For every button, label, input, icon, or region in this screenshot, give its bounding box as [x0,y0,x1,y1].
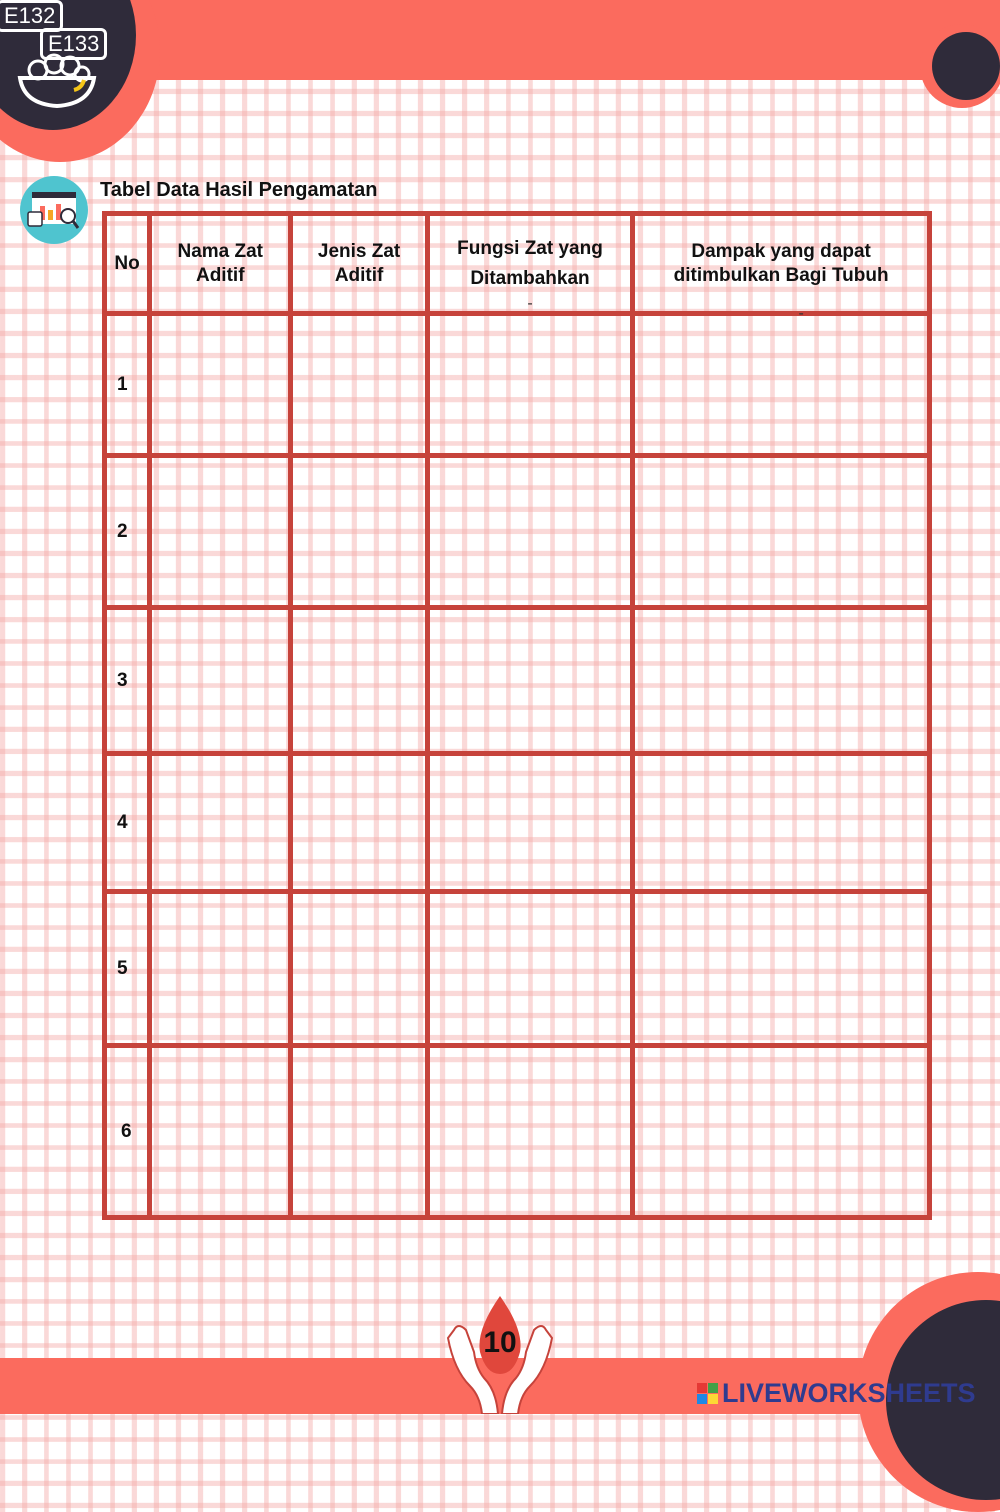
food-bowl-icon [16,50,98,112]
header-dampak: Dampak yang dapat ditimbulkan Bagi Tubuh [633,214,930,314]
table-cell[interactable] [291,1046,427,1218]
data-report-icon [20,176,88,244]
table-row [105,314,930,456]
table-cell[interactable] [427,754,632,892]
table-cell[interactable] [150,456,291,608]
table-cell[interactable] [291,314,427,456]
page-number-badge [440,1290,560,1414]
observation-table [102,211,932,1220]
row-number: 2 [105,456,150,608]
table-cell[interactable] [633,1046,930,1218]
table-row [105,456,930,608]
table-cell[interactable] [633,754,930,892]
table-cell[interactable] [427,1046,632,1218]
table-row [105,892,930,1046]
table-cell[interactable] [150,608,291,754]
ecode-label-2: E133 [40,28,107,60]
table-cell[interactable] [427,608,632,754]
table-cell[interactable] [150,314,291,456]
table-cell[interactable] [633,304,930,456]
row-number: 1 [105,314,150,456]
liveworksheets-logo-icon [697,1383,718,1404]
table-cell[interactable] [150,1046,291,1218]
header-nama-zat-aditif: Nama Zat Aditif [150,214,291,314]
row-number: 6 [105,1046,150,1218]
table-cell[interactable] [427,456,632,608]
row-number: 3 [105,608,150,754]
liveworksheets-logo[interactable] [697,1378,976,1409]
brand-name: LIVEWORKSHEETS [722,1378,976,1408]
table-cell[interactable] [633,608,930,754]
table-cell[interactable] [291,456,427,608]
row-number: 4 [105,754,150,892]
page-number: 10 [483,1326,517,1359]
table-cell[interactable] [291,892,427,1046]
table-cell[interactable] [633,456,930,608]
table-cell[interactable] [427,892,632,1046]
table-row [105,1046,930,1218]
table-cell[interactable] [150,754,291,892]
header-no: No [105,214,150,314]
table-cell[interactable] [150,892,291,1046]
cell-value: - [798,304,804,322]
table-cell[interactable] [291,608,427,754]
table-row [105,608,930,754]
corner-dot [932,32,1000,100]
table-cell[interactable] [633,892,930,1046]
cell-value: - [527,294,533,312]
table-cell[interactable] [427,294,632,456]
section-title: Tabel Data Hasil Pengamatan [100,179,378,201]
header-jenis-zat-aditif: Jenis Zat Aditif [291,214,427,314]
ecode-label-1: E132 [0,0,63,32]
header-fungsi-zat: Fungsi Zat yang Ditambahkan [427,214,632,314]
table-row [105,754,930,892]
table-cell[interactable] [291,754,427,892]
row-number: 5 [105,892,150,1046]
